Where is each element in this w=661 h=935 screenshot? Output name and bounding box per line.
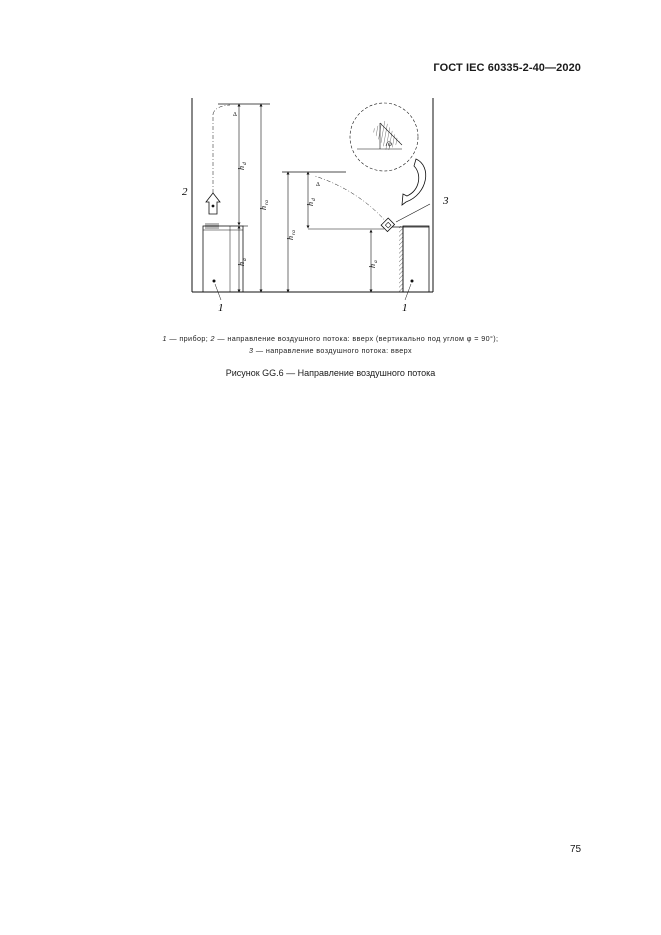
figure-legend-line-2: 3 — направление воздушного потока: вверх	[249, 346, 412, 355]
label-h-d-right: d	[311, 198, 317, 201]
airflow-up-arrow	[206, 193, 220, 214]
page-number: 75	[570, 844, 582, 855]
svg-text:Δ: Δ	[316, 182, 320, 188]
label-h-ra-left: ra	[264, 200, 270, 205]
document-header: ГОСТ IEC 60335-2-40—2020	[433, 62, 581, 74]
svg-text:h: h	[259, 206, 268, 210]
svg-text:h: h	[286, 236, 295, 240]
svg-text:h: h	[306, 202, 315, 206]
svg-text:h: h	[237, 262, 246, 266]
label-h-a-right: a	[373, 260, 379, 263]
label-h-ra-right: ra	[291, 230, 297, 235]
callout-1-right: 1	[402, 302, 408, 314]
label-phi: φ	[388, 140, 392, 148]
airflow-figure	[170, 96, 470, 326]
label-h-d-left: d	[242, 162, 248, 165]
callout-1-left: 1	[218, 302, 224, 314]
figure-caption: Рисунок GG.6 — Направление воздушного потока	[225, 368, 436, 378]
label-h-a-left: a	[242, 258, 248, 261]
bent-arrow	[402, 159, 426, 205]
figure-legend-line-1: 1 — прибор; 2 — направление воздушного потока: вверх (вертикально под углом φ = 90°);	[162, 334, 499, 343]
svg-text:Δ: Δ	[233, 112, 237, 118]
left-appliance-body	[203, 226, 243, 292]
angled-outlet	[381, 218, 394, 231]
svg-text:h: h	[237, 166, 246, 170]
callout-2: 2	[182, 186, 188, 198]
airflow-diagram	[170, 96, 470, 326]
callout-3: 3	[443, 195, 449, 207]
svg-text:h: h	[368, 264, 377, 268]
right-appliance-body	[403, 226, 429, 292]
